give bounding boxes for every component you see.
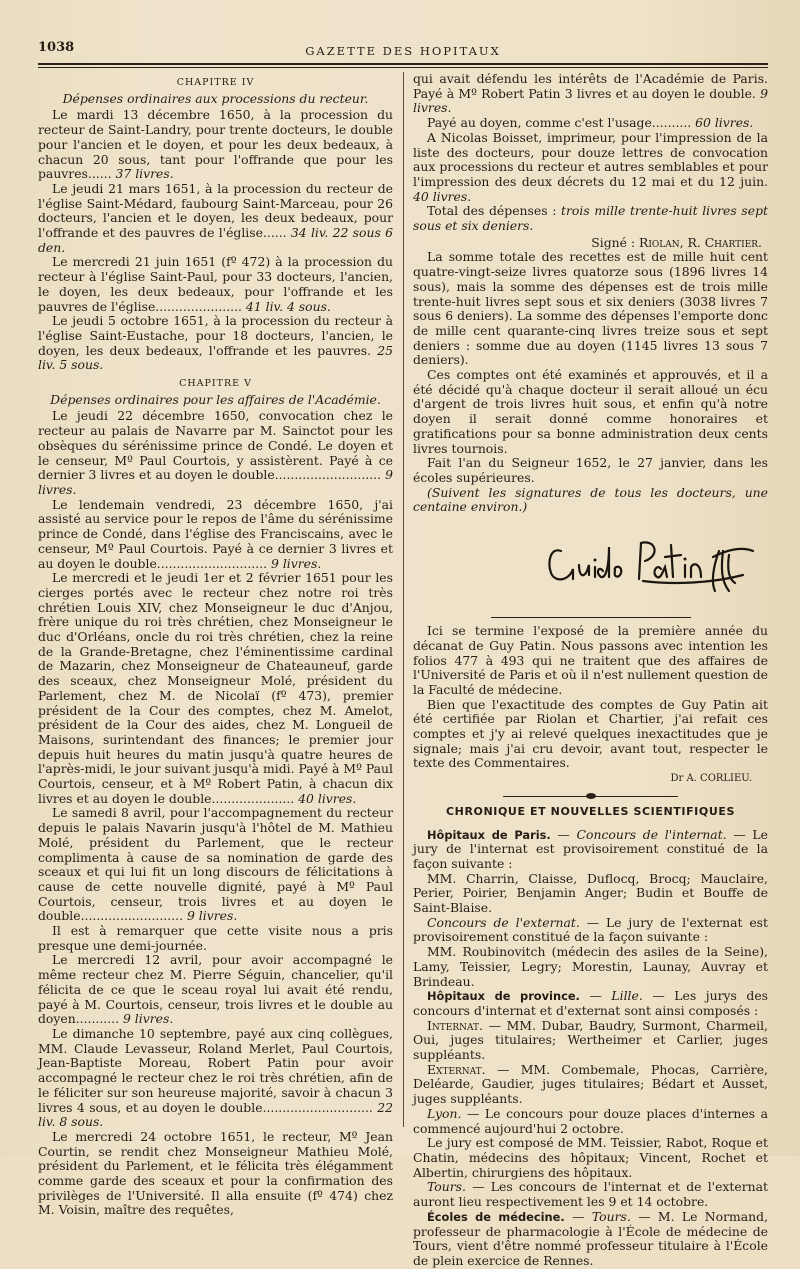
- paragraph: Le mardi 13 décembre 1650, à la procession du recteur de Saint-Landry, pour trente docteurs, le double pour l'ancien et le doyen, et pour les deux bedeaux, à chacun 20 sous, tant pour l'offrande que pour les pauvres...... 37 livres.: [38, 107, 393, 182]
- paragraph: Le mercredi et le jeudi 1er et 2 février 1651 pour les cierges portés avec le recteur chez notre roi très chrétien Louis XIV, chez Monseigneur le duc d'Anjou, frère unique du roi très chrétien, chez Monseigneur le duc d'Orléans, oncle du roi très chrétien, chez la reine de la Grande-Bretagne, chez l'éminentissime cardinal de Mazarin, chez Monseigneur de Chateauneuf, garde des sceaux, chez Monseigneur Molé, président du Parlement, chez M. de Nicolaï (fº 473), premier président de la Cour des comptes, chez M. Amelot, président de la Cour des aides, chez M. Longueil de Maisons, surintendant des finances; le premier jour depuis huit heures du matin jusqu'à quatre heures de l'après-midi, le jour suivant jusqu'à midi. Payé à Mº Paul Courtois, censeur, et à Mº Robert Patin, à chacun dix livres et au doyen le double..................... 40 livres.: [38, 570, 393, 806]
- news-item: MM. Roubinovitch (médecin des asiles de la Seine), Lamy, Teissier, Legry; Morestin, Launay, Auvray et Brindeau.: [413, 944, 768, 989]
- paragraph: Le jeudi 22 décembre 1650, convocation chez le recteur au palais de Navarre par M. Sainctot pour les obsèques du sérénissime prince de Condé. Le doyen et le censeur, Mº Paul Courtois, y assistèrent. Payé à ce dernier 3 livres et au doyen le double........................... 9 livres.: [38, 408, 393, 497]
- paragraph: Le mercredi 12 avril, pour avoir accompagné le même recteur chez M. Pierre Séguin, chancelier, qu'il félicita de ce que le sceau royal lui avait été rendu, payé à M. Courtois, censeur, trois livres et le double au doyen........... 9 livres.: [38, 952, 393, 1027]
- paragraph: Bien que l'exactitude des comptes de Guy Patin ait été certifiée par Riolan et Chartier, j'ai refait ces comptes et j'y ai relevé quelques inexactitudes que je signale; mais j'ai cru devoir, avant tout, respecter le texte des Commentaires.: [413, 696, 768, 771]
- news-item: Hôpitaux de Paris. — Concours de l'internat. — Le jury de l'internat est provisoirement constitué de la façon suivante :: [413, 826, 768, 871]
- right-column: [413, 71, 769, 1268]
- paragraph: Le dimanche 10 septembre, payé aux cinq collègues, MM. Claude Levasseur, Roland Merlet, Paul Courtois, Jean-Baptiste Moreau, Robert Patin pour avoir accompagné le recteur chez le roi très chrétien, afin de le féliciter sur son heureuse majorité, savoir à chacun 3 livres 4 sous, et au doyen le double............................ 22 liv. 8 sous.: [38, 1026, 393, 1130]
- section-divider: [413, 793, 768, 801]
- page-number: 1038: [38, 40, 75, 55]
- news-item: Hôpitaux de province. — Lille. — Les jurys des concours d'internat et d'externat sont ainsi composés :: [413, 988, 769, 1018]
- signature-image: [413, 521, 768, 613]
- paragraph: Ici se termine l'exposé de la première année du décanat de Guy Patin. Nous passons avec intention les folios 477 à 493 qui ne traitent que des affaires de l'Université de Paris et où il n'est nullement question de la Faculté de médecine.: [413, 623, 768, 697]
- author-signature: Dr A. CORLIEU.: [670, 773, 752, 785]
- paragraph: La somme totale des recettes est de mille huit cent quatre-vingt-seize livres quatorze sous (1896 livres 14 sous), mais la somme des dépenses est de trois mille trente-huit livres sept sous et six deniers (3038 livres 7 sous 6 deniers). La somme des dépenses l'emporte donc de mille cent quarante-cinq livres treize sous et sept deniers : somme due au doyen (1145 livres 13 sous 7 deniers).: [413, 249, 768, 368]
- news-item: Internat. — MM. Dubar, Baudry, Surmont, Charmeil, Oui, juges titulaires; Wertheimer et Carlier, juges suppléants.: [413, 1017, 768, 1063]
- handwritten-signature-icon: [543, 521, 763, 611]
- page-header: [38, 40, 768, 62]
- news-item: Lyon. — Le concours pour douze places d'internes a commencé aujourd'hui 2 octobre.: [413, 1105, 768, 1136]
- paragraph: Le jeudi 5 octobre 1651, à la procession du recteur à l'église Saint-Eustache, pour 18 docteurs, l'ancien, le doyen, les deux bedeaux, l'offrande et les pauvres. 25 liv. 5 sous.: [38, 313, 393, 373]
- news-item: Écoles de médecine. — Tours. — M. Le Normand, professeur de pharmacologie à l'École de médecine de Tours, vient d'être nommé professeur titulaire à l'École de plein exercice de Rennes.: [413, 1208, 769, 1268]
- news-item: Tours. — Les concours de l'internat et de l'externat auront lieu respectivement les 9 et 14 octobre.: [413, 1179, 768, 1210]
- paragraph: A Nicolas Boisset, imprimeur, pour l'impression de la liste des docteurs, pour douze lettres de convocation aux processions du recteur et autres semblables et pour l'impression des deux décrets du 12 mai et du 12 juin. 40 livres.: [413, 129, 768, 204]
- paragraph: Le mercredi 21 juin 1651 (fº 472) à la procession du recteur à l'église Saint-Paul, pour 33 docteurs, l'ancien, le doyen, les deux bedeaux, pour l'offrande et les pauvres de l'église...................... 41 liv. 4 sous.: [38, 254, 393, 314]
- paragraph: Fait l'an du Seigneur 1652, le 27 janvier, dans les écoles supérieures.: [413, 455, 768, 485]
- paragraph: Ces comptes ont été examinés et approuvés, et il a été décidé qu'à chaque docteur il serait alloué un écu d'argent de trois livres huit sous, et enfin qu'à notre doyen il serait donné comme honoraires et gratifications pour sa bonne administration deux cents livres tournois.: [413, 367, 768, 456]
- left-column: [38, 72, 393, 1218]
- news-item: Concours de l'externat. — Le jury de l'externat est provisoirement constitué de la façon suivante :: [413, 914, 768, 945]
- paragraph: (Suivent les signatures de tous les docteurs, une centaine environ.): [413, 484, 768, 515]
- chapter-5-subtitle: Dépenses ordinaires pour les affaires de l'Académie.: [50, 391, 381, 407]
- section-title: CHRONIQUE ET NOUVELLES SCIENTIFIQUES: [445, 804, 735, 818]
- paragraph: Le mercredi 24 octobre 1651, le recteur, Mº Jean Courtin, se rendit chez Monseigneur Mathieu Molé, président du Parlement, et le félicita très élégamment comme garde des sceaux et pour la confirmation des privilèges de l'Université. Il alla ensuite (fº 474) chez M. Voisin, maître des requêtes,: [38, 1128, 393, 1218]
- news-item: MM. Charrin, Claisse, Duflocq, Brocq; Mauclaire, Perier, Poirier, Benjamin Anger; Budin et Bouffe de Saint-Blaise.: [413, 870, 768, 916]
- divider: [491, 617, 691, 618]
- column-divider: [403, 72, 404, 1127]
- news-item: Externat. — MM. Combemale, Phocas, Carrière, Deléarde, Gaudier, juges titulaires; Bédart et Ausset, juges suppléants.: [413, 1061, 768, 1107]
- paragraph: Le lendemain vendredi, 23 décembre 1650, j'ai assisté au service pour le repos de l'âme du sérénissime prince de Condé, dans l'église des Franciscains, avec le censeur, Mº Paul Courtois. Payé à ce dernier 3 livres et au doyen le double............................ 9 livres.: [38, 496, 393, 571]
- header-rule: [38, 63, 768, 68]
- paragraph: Payé au doyen, comme c'est l'usage.......... 60 livres.: [427, 115, 754, 131]
- signed-line: Signé : Riolan, R. Chartier.: [591, 234, 762, 250]
- chapter-5-title: CHAPITRE V: [179, 378, 252, 390]
- paragraph: Il est à remarquer que cette visite nous a pris presque une demi-journée.: [38, 923, 393, 953]
- paragraph: Le samedi 8 avril, pour l'accompagnement du recteur depuis le palais Navarin jusqu'à l'hôtel de M. Mathieu Molé, président du Parlement, que le recteur complimenta à cause de sa nomination de garde des sceaux et qui lui fit un long discours de félicitations à cause de cette nouvelle dignité, payé à Mº Paul Courtois, censeur, trois livres et au doyen le double.......................... 9 livres.: [38, 805, 393, 924]
- paragraph: qui avait défendu les intérêts de l'Académie de Paris. Payé à Mº Robert Patin 3 livres et au doyen le double. 9 livres.: [413, 71, 768, 116]
- journal-title: GAZETTE DES HOPITAUX: [305, 44, 501, 58]
- chapter-4-title: CHAPITRE IV: [176, 77, 255, 88]
- news-item: Le jury est composé de MM. Teissier, Rabot, Roque et Chatin, médecins des hôpitaux; Vincent, Rochet et Albertin, chirurgiens des hôpitaux.: [413, 1135, 768, 1180]
- paragraph: Total des dépenses : trois mille trente-huit livres sept sous et six deniers.: [413, 203, 768, 234]
- paragraph: Le jeudi 21 mars 1651, à la procession du recteur de l'église Saint-Médard, faubourg Saint-Marceau, pour 26 docteurs, l'ancien et le doyen, les deux bedeaux, pour l'offrande et des pauvres de l'église...... 34 liv. 22 sous 6 den.: [38, 180, 393, 255]
- chapter-4-subtitle: Dépenses ordinaires aux processions du recteur.: [62, 90, 369, 106]
